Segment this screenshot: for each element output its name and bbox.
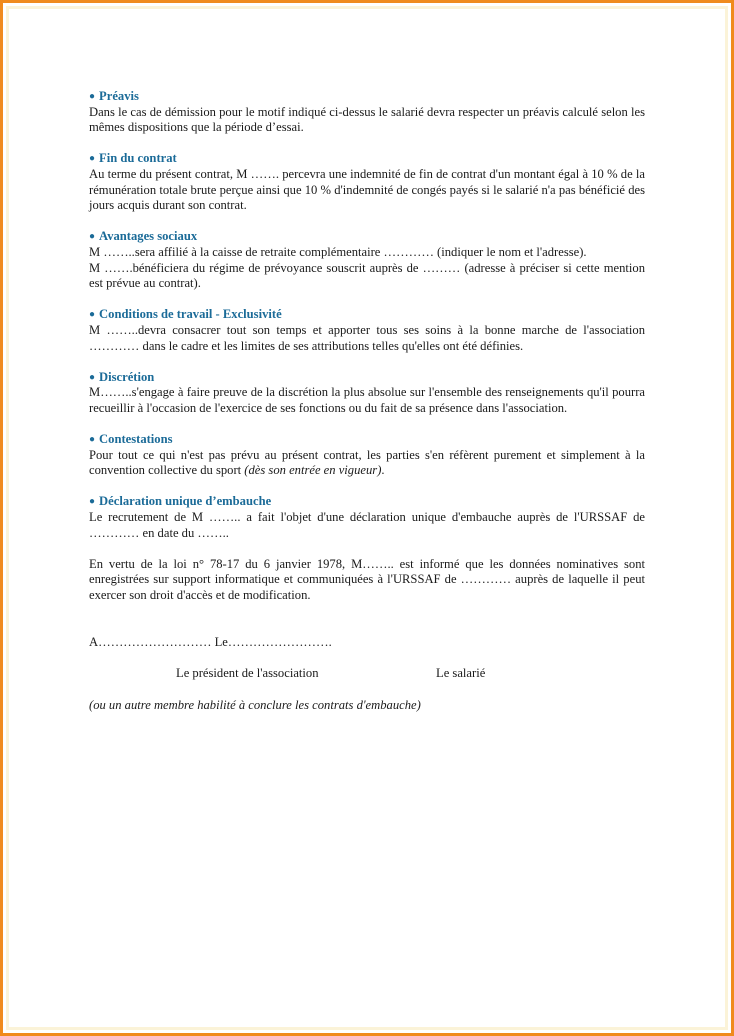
paragraph: M …….bénéficiera du régime de prévoyance souscrit auprès de ……… (adresse à préciser si cette mention est prévue au contrat).: [89, 260, 645, 291]
bullet-icon: ●: [89, 91, 96, 102]
section-declaration-unique: [89, 494, 645, 603]
bullet-icon: ●: [89, 371, 96, 383]
paragraph: Le recrutement de M …….. a fait l'objet d'une déclaration unique d'embauche auprès de l'URSSAF de ………… en date du ……..: [89, 510, 645, 540]
heading-text: Avantages sociaux: [99, 229, 198, 244]
signature-labels: [89, 666, 645, 682]
heading-text: Déclaration unique d’embauche: [99, 494, 272, 509]
section-heading: [89, 370, 645, 386]
heading-text: Préavis: [99, 89, 139, 103]
paragraph-italic-note: (dès son entrée en vigueur): [244, 463, 382, 478]
heading-text: Discrétion: [99, 369, 155, 384]
signature-footnote: (ou un autre membre habilité à conclure les contrats d'embauche): [89, 697, 421, 712]
paragraph-text: Pour tout ce qui n'est pas prévu au présent contrat, les parties s'en réfèrent purement et simplement à la convention collective du sport: [89, 447, 645, 478]
place-date-line: A……………………… Le…………………….: [89, 634, 332, 649]
bullet-icon: ●: [89, 309, 96, 321]
paragraph: Au terme du présent contrat, M ……. percevra une indemnité de fin de contrat d'un montant égal à 10 % de la rémunération totale brute perçue ainsi que 10 % d'indemnité de congés payés si le salarié n'a pas bénéficié des jours acquis durant son contrat.: [89, 166, 645, 213]
section-heading: [89, 494, 645, 510]
paragraph: M……..s'engage à faire preuve de la discrétion la plus absolue sur l'ensemble des renseignements qu'il pourra recueillir à l'occasion de l'exercice de ses fonctions ou du fait de sa présence dans l'association.: [89, 385, 645, 415]
section-contestations: [89, 432, 645, 479]
paragraph: Dans le cas de démission pour le motif indiqué ci-dessus le salarié devra respecter un préavis calculé selon les mêmes dispositions que la période d’essai.: [89, 104, 645, 135]
section-fin-du-contrat: [89, 151, 645, 213]
spacer: [89, 541, 645, 557]
section-heading: [89, 229, 645, 245]
heading-text: Fin du contrat: [99, 151, 177, 166]
employee-signature-label: Le salarié: [436, 666, 486, 681]
signature-block: [89, 635, 645, 714]
section-heading: [89, 307, 645, 323]
president-signature-label: Le président de l'association: [176, 666, 319, 681]
bullet-icon: ●: [89, 231, 96, 243]
bullet-icon: ●: [89, 153, 96, 165]
bullet-icon: ●: [89, 496, 96, 508]
spacer: [89, 619, 645, 635]
heading-text: Contestations: [99, 432, 173, 447]
paragraph: M ……..sera affilié à la caisse de retraite complémentaire ………… (indiquer le nom et l'adresse).: [89, 244, 587, 259]
section-preavis: [89, 89, 645, 136]
section-discretion: [89, 370, 645, 417]
document-page: [89, 89, 645, 726]
paragraph-punctuation: .: [381, 463, 385, 478]
section-heading: [89, 432, 645, 448]
section-avantages-sociaux: [89, 229, 645, 291]
bullet-icon: ●: [89, 434, 96, 446]
section-heading: [89, 89, 645, 105]
heading-text: Conditions de travail - Exclusivité: [99, 307, 282, 322]
section-conditions-de-travail: [89, 307, 645, 354]
paragraph: En vertu de la loi n° 78-17 du 6 janvier 1978, M…….. est informé que les données nominatives sont enregistrées sur support informatique et communiquées à l'URSSAF de ………… auprès de laquelle il peut exercer son droit d'accès et de modification.: [89, 556, 645, 602]
paragraph: [89, 448, 645, 479]
section-heading: [89, 151, 645, 167]
paragraph: M ……..devra consacrer tout son temps et apporter tous ses soins à la bonne marche de l'association ………… dans le cadre et les limites de ses attributions telles qu'elles ont été définies.: [89, 322, 645, 353]
